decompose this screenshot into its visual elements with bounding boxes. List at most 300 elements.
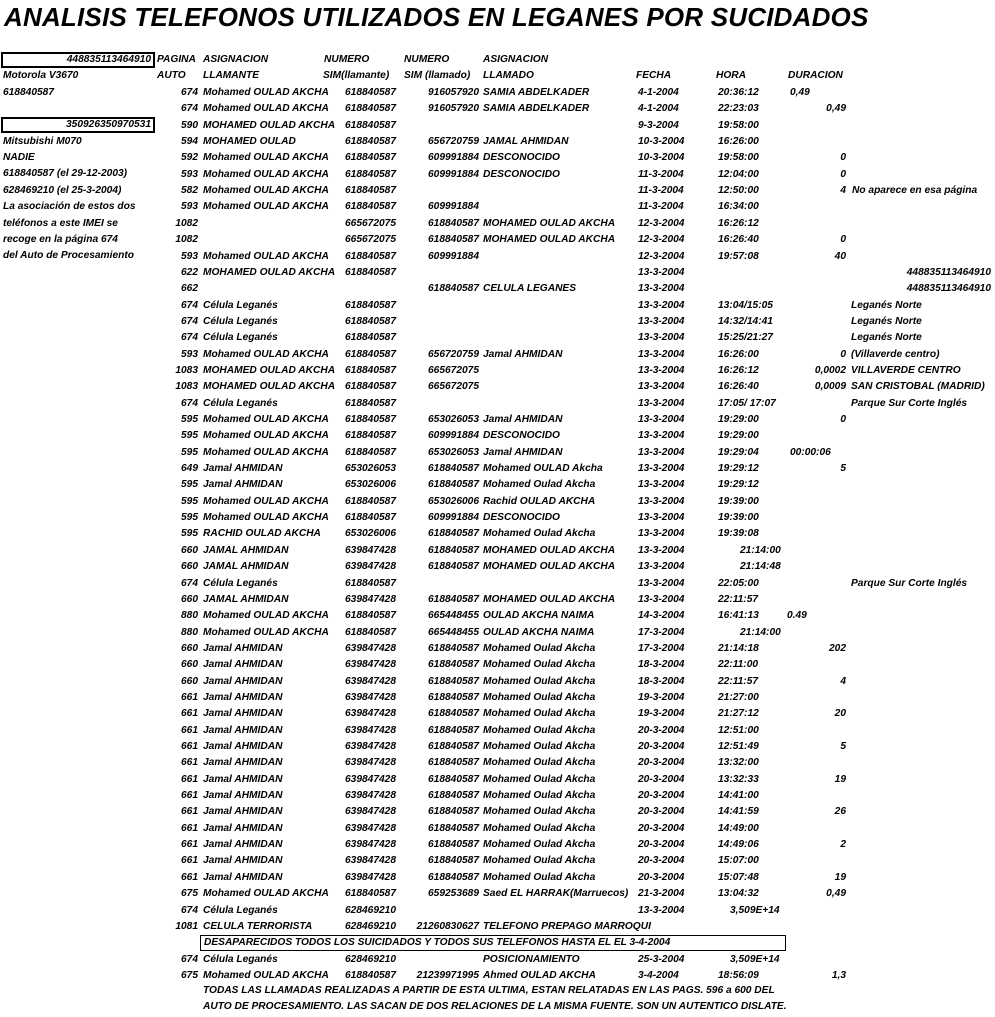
called-sim: 609991884 (428, 250, 479, 262)
side-note: Mitsubishi M070 (3, 135, 82, 147)
call-duration: 5 (840, 741, 846, 752)
call-date: 4-1-2004 (638, 103, 679, 115)
call-time: 17:05/ 17:07 (718, 397, 776, 409)
call-date: 18-3-2004 (638, 675, 685, 687)
called-sim: 618840587 (428, 871, 479, 883)
call-date: 20-3-2004 (638, 741, 685, 752)
called-sim: 618840587 (428, 839, 479, 851)
caller-name: Jamal AHMIDAN (203, 479, 283, 491)
call-time: 15:07:48 (718, 871, 759, 883)
page-number: 592 (181, 152, 198, 164)
caller-sim: 639847428 (345, 741, 396, 752)
page-number: 1083 (175, 364, 198, 376)
called-name: JAMAL AHMIDAN (483, 136, 569, 148)
page-number: 675 (181, 969, 198, 981)
called-sim: 618840587 (428, 691, 479, 703)
called-sim: 609991884 (428, 512, 479, 524)
call-duration: 19 (834, 773, 846, 785)
caller-sim: 618840587 (345, 315, 396, 327)
caller-name: Jamal AHMIDAN (203, 691, 283, 703)
caller-name: Mohamed OULAD AKCHA (203, 348, 329, 360)
called-name: TELEFONO PREPAGO MARROQUI (483, 920, 651, 932)
footer-line-1: TODAS LAS LLAMADAS REALIZADAS A PARTIR DE ESTA ULTIMA, ESTAN RELATADAS EN LAS PAGS. 596 a 600 DEL (203, 985, 775, 996)
page-number: 595 (181, 414, 198, 425)
call-duration: 0,0009 (814, 381, 846, 393)
side-note: recoge en la página 674 (3, 233, 118, 245)
page-number: 593 (181, 250, 198, 262)
call-time: 22:11:57 (718, 593, 759, 605)
call-date: 13-3-2004 (638, 528, 685, 540)
called-name: Mohamed Oulad Akcha (483, 822, 596, 834)
caller-sim: 639847428 (345, 708, 396, 720)
caller-sim: 618840587 (345, 87, 396, 98)
caller-name: Célula Leganés (203, 332, 278, 344)
page-number: 674 (181, 904, 198, 916)
page-number: 593 (181, 348, 198, 360)
call-time: 19:57:08 (718, 250, 759, 262)
column-header: PAGINA (157, 54, 196, 65)
caller-name: Mohamed OULAD AKCHA (203, 446, 329, 458)
call-duration: 0 (840, 168, 846, 180)
call-time: 18:56:09 (718, 969, 759, 981)
called-name: Mohamed Oulad Akcha (483, 773, 596, 785)
call-date: 13-3-2004 (638, 348, 685, 360)
caller-sim: 653026053 (345, 463, 396, 475)
call-duration: 0 (840, 152, 846, 164)
caller-sim: 639847428 (345, 806, 396, 818)
column-header: DURACION (788, 70, 843, 82)
called-sim: 665448455 (428, 610, 479, 622)
column-header: AUTO (157, 70, 186, 82)
called-sim: 618840587 (428, 741, 479, 752)
caller-sim: 639847428 (345, 773, 396, 785)
caller-sim: 618840587 (345, 512, 396, 524)
page-number: 661 (181, 724, 198, 736)
called-name: MOHAMED OULAD AKCHA (483, 234, 616, 246)
call-time: 16:26:00 (718, 348, 759, 360)
caller-name: Mohamed OULAD AKCHA (203, 610, 329, 622)
call-date: 19-3-2004 (638, 691, 685, 703)
page-number: 660 (181, 659, 198, 671)
caller-sim: 639847428 (345, 822, 396, 834)
call-time: 19:39:00 (718, 512, 759, 524)
called-name: CELULA LEGANES (483, 283, 577, 295)
side-note: 628469210 (el 25-3-2004) (3, 184, 122, 196)
call-time: 14:49:06 (718, 839, 759, 851)
call-date: 19-3-2004 (638, 708, 685, 720)
call-date: 13-3-2004 (638, 593, 685, 605)
caller-name: Mohamed OULAD AKCHA (203, 152, 329, 164)
caller-sim: 618840587 (345, 201, 396, 213)
caller-sim: 618840587 (345, 119, 396, 131)
called-name: SAMIA ABDELKADER (483, 103, 590, 115)
called-name: Mohamed OULAD Akcha (483, 463, 603, 475)
side-note: NADIE (3, 152, 35, 164)
call-date: 12-3-2004 (638, 217, 685, 229)
called-name: Mohamed Oulad Akcha (483, 757, 596, 769)
caller-name: Célula Leganés (203, 315, 278, 327)
page-number: 1082 (175, 217, 198, 229)
page-number: 594 (181, 136, 198, 148)
caller-name: Mohamed OULAD AKCHA (203, 168, 329, 180)
caller-sim: 618840587 (345, 888, 396, 900)
call-time: 21:14:00 (740, 544, 781, 556)
page-number: 649 (181, 463, 198, 475)
column-header: LLAMADO (483, 70, 534, 82)
column-header: SIM (llamado) (404, 70, 471, 82)
caller-sim: 639847428 (345, 659, 396, 671)
page-number: 660 (181, 675, 198, 687)
side-note: 618840587 (el 29-12-2003) (3, 168, 128, 180)
call-time: 19:39:00 (718, 495, 759, 507)
column-header: FECHA (636, 70, 672, 82)
page-number: 582 (181, 185, 198, 197)
page-number: 1083 (175, 381, 198, 393)
page-number: 661 (181, 708, 198, 720)
call-date: 12-3-2004 (638, 250, 685, 262)
call-date: 13-3-2004 (638, 561, 685, 573)
caller-sim: 639847428 (345, 642, 396, 654)
called-name: Mohamed Oulad Akcha (483, 871, 596, 883)
called-name: Mohamed Oulad Akcha (483, 708, 596, 720)
page-number: 661 (181, 691, 198, 703)
page-number: 660 (181, 593, 198, 605)
column-header: HORA (716, 70, 746, 82)
page-number: 674 (181, 299, 198, 311)
called-sim: 618840587 (428, 806, 479, 818)
call-time: 16:26:00 (718, 136, 759, 148)
called-sim: 618840587 (428, 642, 479, 654)
call-date: 20-3-2004 (638, 806, 685, 818)
page-number: 674 (181, 332, 198, 344)
caller-sim: 628469210 (345, 904, 396, 916)
called-name: Ahmed OULAD AKCHA (483, 969, 596, 981)
page-number: 661 (181, 757, 198, 769)
caller-name: Célula Leganés (203, 299, 278, 311)
caller-sim: 665672075 (345, 234, 396, 246)
page-number: 595 (181, 512, 198, 524)
column-header: ASIGNACION (483, 54, 549, 65)
caller-sim: 618840587 (345, 152, 396, 164)
caller-sim: 618840587 (345, 495, 396, 507)
caller-sim: 618840587 (345, 250, 396, 262)
call-time: 22:11:00 (718, 659, 759, 671)
caller-sim: 639847428 (345, 839, 396, 851)
caller-name: Mohamed OULAD AKCHA (203, 430, 329, 442)
call-date: 13-3-2004 (638, 479, 685, 491)
called-sim: 653026053 (428, 414, 479, 425)
call-duration: 0 (840, 414, 846, 425)
caller-name: Jamal AHMIDAN (203, 708, 283, 720)
called-sim: 618840587 (428, 479, 479, 491)
called-sim: 618840587 (428, 283, 479, 295)
called-sim: 656720759 (428, 136, 479, 148)
call-time: 21:27:00 (718, 691, 759, 703)
called-name: Mohamed Oulad Akcha (483, 659, 596, 671)
footer-line-2: AUTO DE PROCESAMIENTO. LAS SACAN DE DOS RELACIONES DE LA MISMA FUENTE. SON UN AUTENTICO DISLATE. (203, 1001, 787, 1012)
call-date: 13-3-2004 (638, 446, 685, 458)
caller-name: Mohamed OULAD AKCHA (203, 201, 329, 213)
call-time: 12:04:00 (718, 168, 759, 180)
call-date: 25-3-2004 (638, 953, 685, 965)
called-sim: 618840587 (428, 773, 479, 785)
call-date: 13-3-2004 (638, 495, 685, 507)
call-time: 13:04/15:05 (718, 299, 773, 311)
caller-sim: 639847428 (345, 593, 396, 605)
call-date: 9-3-2004 (638, 119, 679, 131)
call-duration: 40 (834, 250, 846, 262)
row-note: 448835113464910 (906, 266, 991, 278)
page-number: 674 (181, 315, 198, 327)
call-time: 14:32/14:41 (718, 315, 773, 327)
call-duration: 0,49 (790, 87, 810, 98)
caller-sim: 618840587 (345, 381, 396, 393)
caller-name: Mohamed OULAD AKCHA (203, 250, 329, 262)
page-number: 622 (181, 266, 198, 278)
call-date: 3-4-2004 (638, 969, 679, 981)
row-note: Parque Sur Corte Inglés (851, 577, 968, 589)
call-date: 10-3-2004 (638, 136, 685, 148)
called-sim: 618840587 (428, 790, 479, 802)
caller-sim: 618840587 (345, 332, 396, 344)
call-duration: 0,49 (826, 888, 846, 900)
called-sim: 609991884 (428, 168, 479, 180)
row-note: 448835113464910 (906, 283, 991, 295)
call-time: 16:34:00 (718, 201, 759, 213)
called-name: Jamal AHMIDAN (483, 348, 563, 360)
call-time: 16:41:13 (718, 610, 759, 622)
caller-sim: 618840587 (345, 185, 396, 197)
caller-name: Mohamed OULAD AKCHA (203, 626, 329, 638)
caller-name: Mohamed OULAD AKCHA (203, 495, 329, 507)
caller-name: Jamal AHMIDAN (203, 822, 283, 834)
call-duration: 26 (834, 806, 846, 818)
called-name: Mohamed Oulad Akcha (483, 691, 596, 703)
call-date: 13-3-2004 (638, 463, 685, 475)
caller-name: Jamal AHMIDAN (203, 675, 283, 687)
call-date: 13-3-2004 (638, 332, 685, 344)
caller-name: Jamal AHMIDAN (203, 463, 283, 475)
called-sim: 665448455 (428, 626, 479, 638)
call-time: 14:41:00 (718, 790, 759, 802)
row-note: VILLAVERDE CENTRO (851, 364, 961, 376)
call-time: 14:41:59 (718, 806, 759, 818)
called-sim: 618840587 (428, 217, 479, 229)
caller-name: JAMAL AHMIDAN (203, 593, 289, 605)
caller-name: JAMAL AHMIDAN (203, 561, 289, 573)
caller-sim: 618840587 (345, 430, 396, 442)
page-title: ANALISIS TELEFONOS UTILIZADOS EN LEGANES POR SUCIDADOS (4, 2, 869, 32)
caller-sim: 618840587 (345, 969, 396, 981)
call-time: 21:14:18 (718, 642, 759, 654)
call-date: 20-3-2004 (638, 757, 685, 769)
call-time: 22:23:03 (718, 103, 759, 115)
call-date: 13-3-2004 (638, 544, 685, 556)
call-time: 21:14:48 (740, 561, 781, 573)
row-note: Leganés Norte (851, 299, 922, 311)
page-number: 880 (181, 626, 198, 638)
caller-sim: 639847428 (345, 871, 396, 883)
page-number: 675 (181, 888, 198, 900)
called-name: MOHAMED OULAD AKCHA (483, 593, 616, 605)
call-date: 13-3-2004 (638, 283, 685, 295)
page-number: 661 (181, 790, 198, 802)
call-date: 10-3-2004 (638, 152, 685, 164)
call-time: 22:05:00 (718, 577, 759, 589)
call-duration: 00:00:06 (790, 446, 831, 458)
caller-name: RACHID OULAD AKCHA (203, 528, 321, 540)
page-number: 590 (181, 119, 198, 131)
caller-sim: 618840587 (345, 364, 396, 376)
call-date: 13-3-2004 (638, 299, 685, 311)
caller-sim: 618840587 (345, 626, 396, 638)
side-note: del Auto de Procesamiento (3, 250, 134, 262)
called-sim: 618840587 (428, 855, 479, 867)
page-number: 661 (181, 741, 198, 752)
call-time: 13:04:32 (718, 888, 759, 900)
caller-name: CELULA TERRORISTA (203, 920, 313, 932)
call-time: 13:32:00 (718, 757, 759, 769)
call-time: 19:58:00 (718, 152, 759, 164)
called-name: Mohamed Oulad Akcha (483, 675, 596, 687)
caller-sim: 618840587 (345, 577, 396, 589)
call-time: 14:49:00 (718, 822, 759, 834)
call-date: 14-3-2004 (638, 610, 685, 622)
caller-sim: 618840587 (345, 414, 396, 425)
called-sim: 659253689 (428, 888, 479, 900)
caller-name: Jamal AHMIDAN (203, 724, 283, 736)
row-note: (Villaverde centro) (851, 348, 940, 360)
call-date: 20-3-2004 (638, 790, 685, 802)
call-date: 20-3-2004 (638, 839, 685, 851)
caller-sim: 653026006 (345, 479, 396, 491)
call-duration: 20 (834, 708, 846, 720)
call-date: 11-3-2004 (638, 168, 684, 180)
call-time: 19:29:04 (718, 446, 759, 458)
call-time: 3,509E+14 (730, 953, 780, 965)
call-date: 13-3-2004 (638, 512, 685, 524)
caller-sim: 618840587 (345, 266, 396, 278)
call-time: 12:51:00 (718, 724, 759, 736)
caller-sim: 639847428 (345, 724, 396, 736)
call-duration: 0 (840, 348, 846, 360)
called-sim: 916057920 (428, 103, 479, 115)
row-note: No aparece en esa página (852, 185, 978, 197)
page-number: 674 (181, 953, 198, 965)
call-duration: 1,3 (831, 969, 846, 981)
caller-name: MOHAMED OULAD AKCHA (203, 119, 336, 131)
caller-name: Mohamed OULAD AKCHA (203, 414, 329, 425)
caller-sim: 618840587 (345, 348, 396, 360)
page-number: 595 (181, 446, 198, 458)
caller-sim: 639847428 (345, 691, 396, 703)
called-sim: 618840587 (428, 724, 479, 736)
caller-name: MOHAMED OULAD (203, 136, 296, 148)
caller-sim: 618840587 (345, 103, 396, 115)
imei-number: 350926350970531 (66, 119, 151, 131)
called-sim: 618840587 (428, 528, 479, 540)
caller-sim: 618840587 (345, 446, 396, 458)
page-number: 674 (181, 87, 198, 98)
call-time: 19:58:00 (718, 119, 759, 131)
called-name: MOHAMED OULAD AKCHA (483, 217, 616, 229)
call-time: 12:50:00 (718, 185, 759, 197)
call-date: 21-3-2004 (638, 888, 685, 900)
called-name: Mohamed Oulad Akcha (483, 741, 596, 752)
call-date: 13-3-2004 (638, 430, 685, 442)
called-sim: 609991884 (428, 430, 479, 442)
called-sim: 609991884 (428, 201, 479, 213)
caller-name: Jamal AHMIDAN (203, 757, 283, 769)
called-sim: 653026006 (428, 495, 479, 507)
caller-sim: 639847428 (345, 855, 396, 867)
called-sim: 618840587 (428, 708, 479, 720)
call-date: 20-3-2004 (638, 871, 685, 883)
caller-sim: 639847428 (345, 790, 396, 802)
call-date: 20-3-2004 (638, 773, 685, 785)
call-duration: 0,49 (826, 103, 846, 115)
called-sim: 618840587 (428, 675, 479, 687)
column-header: LLAMANTE (203, 70, 260, 82)
call-date: 13-3-2004 (638, 266, 685, 278)
call-duration: 19 (834, 871, 846, 883)
column-header: SIM(llamante) (323, 70, 390, 82)
page-number: 661 (181, 839, 198, 851)
caller-sim: 639847428 (345, 544, 396, 556)
call-duration: 5 (840, 463, 846, 475)
caller-sim: 628469210 (345, 920, 396, 932)
call-date: 20-3-2004 (638, 822, 685, 834)
page-number: 1081 (175, 920, 198, 932)
page-number: 661 (181, 773, 198, 785)
call-date: 13-3-2004 (638, 397, 685, 409)
caller-name: JAMAL AHMIDAN (203, 544, 289, 556)
page-number: 660 (181, 544, 198, 556)
column-header: NUMERO (404, 54, 450, 65)
called-sim: 665672075 (428, 364, 479, 376)
caller-sim: 618840587 (345, 610, 396, 622)
call-date: 13-3-2004 (638, 414, 685, 425)
called-name: Saed EL HARRAK(Marruecos) (483, 888, 629, 900)
call-time: 15:25/21:27 (718, 332, 773, 344)
call-time: 13:32:33 (718, 773, 759, 785)
boxed-note-text: DESAPARECIDOS TODOS LOS SUICIDADOS Y TODOS SUS TELEFONOS HASTA EL EL 3-4-2004 (204, 937, 671, 948)
side-note: Motorola V3670 (3, 70, 79, 82)
call-time: 12:51:49 (718, 741, 759, 752)
caller-name: MOHAMED OULAD AKCHA (203, 381, 336, 393)
call-time: 19:29:12 (718, 463, 759, 475)
side-note: La asociación de estos dos (3, 201, 136, 213)
call-date: 20-3-2004 (638, 724, 685, 736)
call-duration: 2 (840, 839, 846, 851)
call-time: 16:26:12 (718, 217, 759, 229)
caller-name: MOHAMED OULAD AKCHA (203, 364, 336, 376)
call-time: 3,509E+14 (730, 904, 780, 916)
called-sim: 618840587 (428, 561, 479, 573)
call-time: 21:27:12 (718, 708, 759, 720)
caller-name: Jamal AHMIDAN (203, 642, 283, 654)
caller-name: Mohamed OULAD AKCHA (203, 512, 329, 524)
call-time: 20:36:12 (718, 87, 759, 98)
called-sim: 656720759 (428, 348, 479, 360)
called-name: Mohamed Oulad Akcha (483, 724, 596, 736)
called-sim: 916057920 (428, 87, 479, 98)
called-sim: 618840587 (428, 757, 479, 769)
call-date: 13-3-2004 (638, 381, 685, 393)
called-name: POSICIONAMIENTO (483, 953, 580, 965)
caller-sim: 639847428 (345, 675, 396, 687)
called-name: SAMIA ABDELKADER (483, 87, 590, 98)
